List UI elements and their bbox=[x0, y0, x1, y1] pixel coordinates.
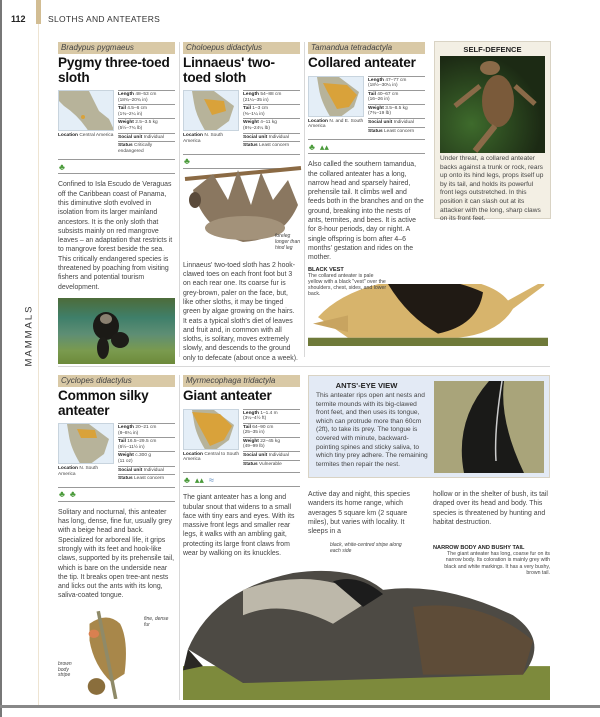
location bbox=[308, 119, 365, 130]
stat-value: 4–11 kg bbox=[260, 120, 277, 126]
stat-value: Individual bbox=[393, 120, 414, 126]
location bbox=[183, 452, 240, 463]
stat-value: Individual bbox=[268, 134, 289, 140]
stripe-annotation: black, white-centred stripe along each side bbox=[330, 542, 402, 554]
stat-value: Least concern bbox=[384, 128, 415, 134]
stat-label: Social unit bbox=[118, 467, 143, 473]
pygmy-sloth-swimming-photo bbox=[58, 298, 175, 364]
stat-social bbox=[243, 133, 300, 142]
stat-label: Status bbox=[118, 143, 133, 149]
column-divider bbox=[179, 42, 180, 357]
stat-length bbox=[118, 423, 175, 437]
silky-anteater-image bbox=[72, 607, 142, 699]
stat-value: 2.5–3.5 kg bbox=[135, 120, 158, 126]
fact-file bbox=[183, 409, 300, 474]
stat-tail bbox=[243, 104, 300, 118]
margin-rule bbox=[38, 24, 39, 705]
stat-label: Social unit bbox=[243, 134, 268, 140]
narrow-body-text: The giant anteater has long, coarse fur on its narrow body. Its coloration is mainly grey with black and white markings. It has a very bushy, brown tail. bbox=[444, 551, 550, 576]
habitat-icons bbox=[58, 160, 175, 174]
stat-label: Weight bbox=[243, 120, 259, 126]
stats-list bbox=[118, 90, 175, 155]
collared-anteater-defence-photo bbox=[440, 56, 545, 153]
stat-label: Social unit bbox=[368, 120, 393, 126]
stat-weight bbox=[368, 104, 425, 118]
stat-value: Vulnerable bbox=[259, 461, 282, 467]
stat-imperial: (11 oz) bbox=[118, 458, 133, 464]
habitat-tree-icon: ♣ bbox=[59, 489, 65, 500]
stat-value: Critically endangered bbox=[118, 143, 153, 154]
black-vest-text: The collared anteater is pale yellow with a black "vest" over the shoulders, chest, sides, and lower back. bbox=[308, 272, 387, 298]
common-name: Linnaeus' two-toed sloth bbox=[183, 55, 275, 85]
stat-imperial: (6½–11½ in) bbox=[118, 444, 145, 450]
habitat-tree-icon: ♣ bbox=[184, 156, 190, 167]
stat-imperial: (8–8¼ in) bbox=[118, 430, 139, 436]
stat-imperial: (8¾–24¼ lb) bbox=[243, 125, 270, 131]
location-value: N. South America bbox=[58, 466, 99, 477]
species-description: Also called the southern tamandua, the collared anteater has a long, narrow head and sparsely haired, prehensile tail. It climbs well and feeds both in the branches and on the ground, breaking into the nests of ants, termites, and bees. It is active for 8-hour periods, day or night. A single offspring is born after 4–6 months' gestation and rides on the mother. bbox=[308, 161, 424, 262]
species-card bbox=[58, 42, 175, 364]
scientific-name: Myrmecophaga tridactyla bbox=[183, 375, 300, 387]
common-name: Giant anteater bbox=[183, 388, 272, 403]
narrow-body-caption bbox=[433, 545, 550, 576]
header-accent-bar bbox=[36, 0, 41, 24]
scientific-name: Choloepus didactylus bbox=[183, 42, 300, 54]
fine-fur-annotation: fine, dense fur bbox=[144, 615, 169, 628]
stat-value: Least concern bbox=[259, 143, 290, 149]
stat-value: 1–1.4 m bbox=[260, 410, 278, 416]
anteater-tongue-photo bbox=[434, 381, 544, 473]
range-map bbox=[308, 76, 364, 117]
stat-label: Length bbox=[368, 77, 384, 83]
location-label: Location bbox=[308, 118, 328, 124]
stat-value: Least concern bbox=[134, 476, 165, 482]
fact-file bbox=[308, 76, 425, 141]
stat-value: 1–3 cm bbox=[252, 106, 268, 112]
stat-label: Length bbox=[118, 92, 134, 97]
location bbox=[58, 133, 115, 139]
stat-tail bbox=[118, 104, 175, 118]
stat-value: 48–53 cm bbox=[135, 92, 157, 97]
stat-imperial: (21¼–35 in) bbox=[243, 97, 269, 103]
stat-status bbox=[243, 460, 300, 469]
common-name: Common silky anteater bbox=[58, 388, 149, 418]
stat-value: 4.5–6 cm bbox=[127, 106, 147, 112]
location-value: Central to South America bbox=[183, 451, 240, 463]
stat-label: Weight bbox=[243, 438, 259, 444]
range-map bbox=[183, 409, 239, 450]
column-divider bbox=[179, 375, 180, 700]
stat-label: Weight bbox=[118, 453, 134, 459]
stat-label: Tail bbox=[243, 424, 251, 430]
stat-value: 22–45 kg bbox=[260, 438, 280, 444]
habitat-wetland-icon: ≈ bbox=[208, 474, 214, 485]
location-label: Location bbox=[183, 451, 203, 457]
stat-label: Status bbox=[368, 128, 383, 134]
scientific-name: Bradypus pygmaeus bbox=[58, 42, 175, 54]
stat-label: Tail bbox=[118, 106, 126, 112]
stat-status bbox=[118, 474, 175, 483]
stat-length bbox=[243, 409, 300, 423]
stats-list bbox=[368, 76, 425, 136]
species-description: Confined to Isla Escudo de Veraguas off the Caribbean coast of Panama, this diminutive sloth evolved in isolation from its larger mainland ancestors. It is the only sloth that subsists mainly on red mangrove leaves – an adaptation that restricts it to mangrove forest beside the sea. This critically endangered species is threatened by poaching from visiting fishers and potential tourism development. bbox=[58, 181, 173, 291]
stat-length bbox=[243, 90, 300, 104]
stat-length bbox=[118, 90, 175, 104]
stat-label: Status bbox=[243, 143, 258, 149]
self-defence-box bbox=[434, 41, 551, 223]
brown-stripe-annotation: brown body stripe bbox=[58, 660, 72, 679]
narrow-body-title: NARROW BODY AND BUSHY TAIL bbox=[433, 545, 525, 551]
location-label: Location bbox=[58, 133, 78, 138]
ants-eye-text: This anteater rips open ant nests and termite mounds with its big-clawed front feet, and then uses its tongue, which can protrude more than 60cm (2ft), to take its prey. The tongue is covered with minute, backward-pointing spines and sticky saliva, to which tiny prey adhere. The remaining termites then repair the nest. bbox=[316, 392, 428, 468]
page-bottom-edge bbox=[0, 705, 600, 708]
stat-weight bbox=[243, 437, 300, 451]
stat-label: Length bbox=[243, 410, 259, 416]
self-defence-title: SELF-DEFENCE bbox=[463, 45, 522, 54]
giant-anteater-text-cont-2: hollow or in the shelter of bush, its tail draped over its head and body. This species is threatened by hunting and habitat destruction. bbox=[433, 491, 548, 526]
stat-weight bbox=[118, 118, 175, 132]
habitat-grassland-icon: ▴▴ bbox=[194, 474, 204, 485]
habitat-icons bbox=[58, 488, 175, 502]
page-number: 112 bbox=[11, 14, 26, 24]
common-name: Pygmy three-toed sloth bbox=[58, 55, 170, 85]
stat-imperial: (16–26 in) bbox=[368, 97, 390, 103]
stat-value: 16.5–29.5 cm bbox=[127, 439, 157, 445]
habitat-mangrove-icon: ♣ bbox=[69, 489, 76, 500]
stat-label: Weight bbox=[118, 120, 134, 126]
common-name: Collared anteater bbox=[308, 55, 416, 70]
species-card bbox=[58, 375, 175, 699]
row-divider bbox=[58, 366, 550, 367]
stat-value: Individual bbox=[143, 134, 164, 140]
stat-value: 3.5–8.5 kg bbox=[385, 105, 408, 111]
side-tab-label: MAMMALS bbox=[23, 304, 35, 367]
stat-length bbox=[368, 76, 425, 90]
section-title: SLOTHS AND ANTEATERS bbox=[48, 14, 161, 24]
species-card bbox=[183, 375, 300, 558]
fact-file bbox=[58, 423, 175, 488]
habitat-icons bbox=[308, 140, 425, 154]
stat-label: Tail bbox=[368, 91, 376, 97]
stat-label: Length bbox=[243, 92, 259, 97]
ants-eye-title: ANTS'-EYE VIEW bbox=[335, 381, 398, 390]
stat-weight bbox=[118, 451, 175, 465]
species-description: Linnaeus' two-toed sloth has 2 hook-clawed toes on each front foot but 3 on each rear one. Its coarse fur is grey-brown, paler on the face, but, like other sloths, it may be tinged green by algae growing on the hairs. It eats a typical sloth's diet of leaves and fruit and, in common with all sloths, is solitary, moves extremely slowly, and descends to the ground only to defecate (about once a week). bbox=[183, 261, 298, 362]
stat-tail bbox=[118, 437, 175, 451]
stat-value: 47–77 cm bbox=[385, 77, 407, 83]
habitat-tree-icon: ♣ bbox=[59, 161, 65, 172]
habitat-tree-icon: ♣ bbox=[184, 474, 190, 485]
giant-anteater-text-cont-1: Active day and night, this species wanders its home range, which averages 5 square km (2 square miles), but varies with locality. It sleeps in a bbox=[308, 491, 410, 536]
stat-value: 20–21 cm bbox=[135, 425, 157, 430]
stat-imperial: (7¾–19 lb) bbox=[368, 111, 391, 117]
fact-file bbox=[58, 90, 175, 160]
stat-label: Social unit bbox=[243, 453, 268, 459]
species-description: Solitary and nocturnal, this anteater has long, dense, fine fur, usually grey with a beige head and back. Specialized for arboreal life, it grips strongly with its feet and hook-like claws, supported by its prehensile tail, which is bare on the underside near the tip. It breaks open tree-ant nests and licks out the ants with its long, saliva-coated tongue. bbox=[58, 508, 175, 600]
stat-value: 54–88 cm bbox=[260, 92, 282, 97]
stats-list bbox=[243, 90, 300, 150]
stat-value: 40–67 cm bbox=[377, 91, 399, 97]
stat-label: Weight bbox=[368, 105, 384, 111]
stat-social bbox=[243, 451, 300, 460]
location-value: N. South America bbox=[183, 133, 224, 144]
stat-value: c.300 g bbox=[135, 453, 151, 459]
location-label: Location bbox=[183, 133, 203, 138]
range-map bbox=[58, 90, 114, 131]
stat-imperial: (18¾–20¾ in) bbox=[118, 97, 148, 103]
black-vest-caption bbox=[308, 267, 388, 298]
stat-value: Individual bbox=[268, 453, 289, 459]
stat-tail bbox=[243, 423, 300, 437]
location bbox=[183, 133, 240, 144]
range-map bbox=[58, 423, 114, 464]
scientific-name: Cyclopes didactylus bbox=[58, 375, 175, 387]
stat-label: Tail bbox=[118, 439, 126, 445]
stat-imperial: (3¼–4½ ft) bbox=[243, 416, 267, 422]
giant-anteater-image bbox=[183, 556, 550, 700]
habitat-tree-icon: ♣ bbox=[309, 141, 315, 152]
sloth-foreleg-annotation: foreleg longer than hind leg bbox=[275, 233, 301, 251]
silky-anteater-figure bbox=[58, 607, 175, 699]
black-vest-title: BLACK VEST bbox=[308, 266, 344, 273]
stat-social bbox=[368, 118, 425, 127]
stats-list bbox=[243, 409, 300, 469]
fact-file bbox=[183, 90, 300, 155]
location-value: N. and E. South America bbox=[308, 118, 364, 130]
location-label: Location bbox=[58, 466, 78, 471]
stat-imperial: (⅜–1¼ in) bbox=[243, 111, 265, 117]
stat-imperial: (5½–7¾ lb) bbox=[118, 125, 143, 131]
stat-imperial: (18½–30¼ in) bbox=[368, 83, 398, 89]
stat-imperial: (25–35 in) bbox=[243, 430, 265, 436]
ants-eye-view-box bbox=[308, 375, 550, 478]
habitat-grassland-icon: ▴▴ bbox=[319, 141, 329, 152]
stat-social bbox=[118, 466, 175, 475]
stat-label: Tail bbox=[243, 106, 251, 112]
location-value: Central America bbox=[79, 133, 114, 138]
self-defence-text: Under threat, a collared anteater backs against a trunk or rock, rears up onto its hind legs, props itself up by its tail, and holds its powerful front legs outstretched. In this position it can slash out at its attacker with the long, sharp claws on its front feet. bbox=[440, 155, 544, 223]
stat-status bbox=[368, 127, 425, 136]
column-divider bbox=[304, 42, 305, 357]
stat-imperial: (49–99 lb) bbox=[243, 444, 265, 450]
scientific-name: Tamandua tetradactyla bbox=[308, 42, 425, 54]
stats-list bbox=[118, 423, 175, 483]
stat-label: Social unit bbox=[118, 134, 143, 140]
range-map bbox=[183, 90, 239, 131]
location bbox=[58, 466, 115, 477]
species-card bbox=[308, 42, 425, 346]
species-description: The giant anteater has a long and tubular snout that widens to a small face with tiny ears and eyes. With its massive front legs and smaller rear legs, it walks with an ambling gait, protecting its large front claws from wear by walking on its knuckles. bbox=[183, 494, 295, 558]
stat-imperial: (1¾–2¼ in) bbox=[118, 111, 143, 117]
stat-value: 64–90 cm bbox=[252, 424, 274, 430]
stat-value: Individual bbox=[143, 467, 164, 473]
stat-status bbox=[243, 141, 300, 150]
stat-label: Status bbox=[243, 461, 258, 467]
stat-status bbox=[118, 141, 175, 155]
stat-label: Status bbox=[118, 476, 133, 482]
stat-weight bbox=[243, 118, 300, 132]
stat-social bbox=[118, 133, 175, 142]
stat-tail bbox=[368, 90, 425, 104]
habitat-icons bbox=[183, 473, 300, 487]
stat-label: Length bbox=[118, 425, 134, 430]
